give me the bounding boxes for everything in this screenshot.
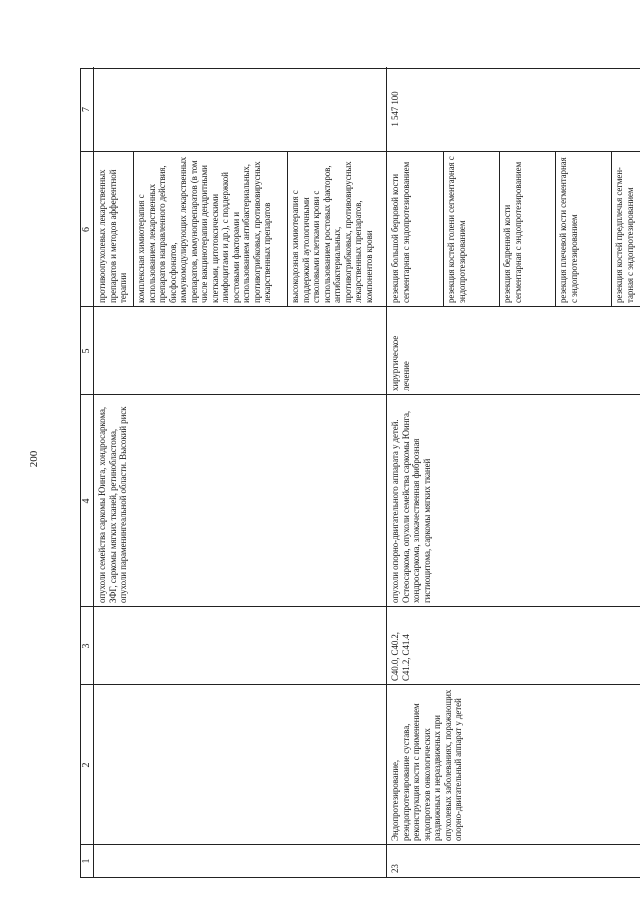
header-col-2: 2 [81, 762, 92, 768]
continuation-method-1: противоопухолевых лекарственных препаратов и методов афферентной терапии [97, 169, 128, 303]
document-table [80, 68, 640, 878]
header-col-3: 3 [81, 643, 92, 649]
row-23-method-3: резекция бедренной кости сегментарная с эндопротезированием [502, 161, 523, 303]
header-col-6: 6 [81, 227, 92, 232]
continuation-method-3: высокодозная химиотерапия с поддержкой аутологичными стволовыми клетками крови с использованием ростовых факторов, антибактериальных, противогрибковых, противовирусных лекарственных препаратов, компонентов крови [290, 161, 374, 303]
page-number: 200 [28, 450, 40, 468]
header-col-5: 5 [81, 348, 92, 354]
header-col-4: 4 [81, 498, 92, 504]
continuation-method-2: комплексная химиотерапия с использованием лекарственных препаратов направленного действия, бисфосфонатов, иммуномодулирующих лекарственных препаратов, иммунопрепаратов (в том числе вакцинотерапии дендритными клетками, цитотоксическими лимфоцитами и др.), с поддержкой ростовыми факторами и использованием антибактериальных, противогрибковых, противовирусных лекарственных препаратов [136, 156, 272, 303]
row-23-method-5: резекция костей предплечья сегмен-тарная с эндопротезированием [614, 167, 635, 303]
row-23-cost: 1 547 100 [390, 91, 400, 127]
row-23-number: 23 [390, 864, 400, 873]
continuation-diagnosis: опухоли семейства саркомы Юинга, хондросаркома, ЗФГ, саркомы мягких тканей, ретинобластома, опухоли параменингеальной области. Высокий риск [97, 406, 128, 603]
row-23-method-2: резекция костей голени сегментарная с эндопротезированием [446, 156, 467, 303]
header-col-7: 7 [81, 107, 92, 112]
row-23-name: Эндопротезирование, реэндопротезирование сустава, реконструкция кости с применением эндопротезов онкологических раздвижных и нераздвижных при опухолевых заболеваниях, поражающих опорно-двигательный аппарат у детей [390, 689, 463, 841]
row-23-treatment: хирургическое лечение [390, 335, 411, 391]
row-23-codes: C40.0, C40.2, C41.2, C41.4 [390, 632, 411, 681]
row-23-diagnosis: опухоли опорно-двигательного аппарата у детей. Остеосаркома, опухоли семейства саркомы Юинга, хондросаркома, злокачественная фиброзная гистиоцитома, саркомы мягких тканей [390, 411, 432, 603]
row-23-method-1: резекция большой берцовой кости сегментарная с эндопротезированием [390, 161, 411, 303]
header-col-1: 1 [81, 858, 92, 864]
row-23-method-4: резекция плечевой кости сегментарная с эндопротезированием [558, 157, 579, 303]
